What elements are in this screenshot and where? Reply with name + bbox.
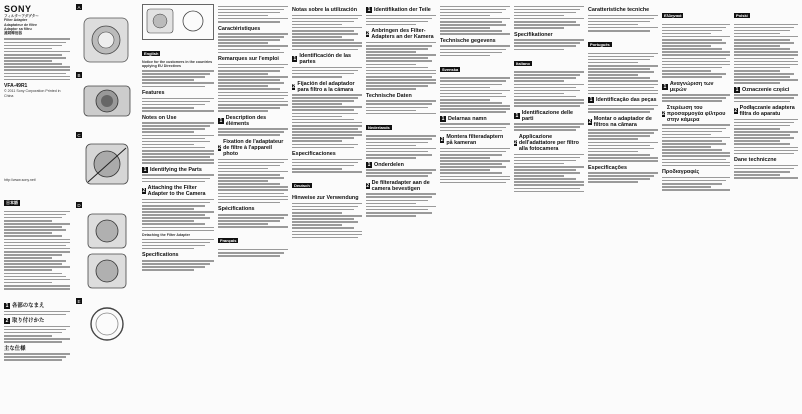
english-tab: English [144,51,159,56]
notes-title-de: Hinweise zur Verwendung [292,195,359,202]
attach-title-de: 2 Anbringen des Filter-Adapters an der Kamera [366,28,434,41]
dutch-tab: Nederlands [368,124,390,130]
title-line-ro: Adaptor sa filtru [4,26,32,31]
filter-ring-illustration [80,304,134,344]
lens-cap-illustration [80,12,134,68]
specs-title-pt: Especificações [588,164,627,171]
specs-text-de [366,100,436,114]
specs-text-sv [514,39,584,50]
identify-text-jp [4,311,70,316]
detach-title: Detaching the Filter Adapter [142,232,190,237]
specs-text-es [292,159,362,173]
identify-text-es [292,67,362,78]
identify-text-el [662,94,730,102]
specs-title-de: Technische Daten [366,92,412,99]
portuguese-tab: Português [590,42,610,48]
dutch-cont-text [440,6,510,35]
greek-tab: Ελληνικά [664,13,682,18]
french-intro-text [218,6,288,23]
specs-text-nl [440,45,510,56]
adapter-mount-illustration [78,138,136,192]
specs-text-pt [588,172,658,183]
identify-text-pt [588,105,658,113]
title-line-fr: Adaptateur de filtre [4,22,37,27]
identify-text-nl [366,169,436,177]
portuguese-intro-text [588,53,658,95]
german-tab: Deutsch [294,183,310,189]
attach-text-fr [218,159,288,204]
swedish-tab: Svenska [442,66,459,72]
identify-text-pl [734,94,798,102]
attach-text-pt [588,129,658,162]
title-line-en: Filter Adapter [4,18,28,23]
title-line-jp: フィルターアダプター [4,14,39,18]
attach-title-it: 2 Applicazione dell'adattatore per filtro alla fotocamera [514,134,579,153]
greek-intro-text [662,24,730,78]
attach-text-sv [440,148,510,184]
attach-text-nl [366,193,436,216]
notes-text [142,122,214,164]
copyright: © 2011 Sony Corporation Printed in China [4,89,61,98]
specs-text-it [588,15,658,32]
parts-diagram-box [142,4,214,40]
identify-title-es: 1 Identificación de las partes [293,53,351,66]
identify-title-el: 1 Αναγνώριση των μερών [663,80,714,93]
specs-text-pl [734,165,798,179]
identify-title-nl: 1 Onderdelen [367,161,404,168]
figure-label-c: C [77,132,81,138]
japanese-text [4,211,70,290]
identify-title-jp: 1 各部のなまえ [5,303,45,309]
camera-illustration [78,78,136,124]
italian-column [514,4,584,410]
features-text [142,98,214,112]
specs-title-nl: Technische gegevens [440,37,496,44]
attach-text-pl [734,119,798,155]
french-footer-text [218,249,288,257]
identify-title-pl: 1 Oznaczenie części [735,86,790,93]
attach-text-en [142,199,214,232]
specs-text-el [662,177,730,191]
identify-text-de [366,15,436,26]
figure-label-a: A [77,4,81,10]
notes-title: Notes on Use [142,114,177,121]
figure-label-e: E [77,298,81,304]
specs-title-jp: 主な仕様 [4,345,26,352]
figure-label-b: B [77,72,81,78]
identify-title-pt: 1 Identificação das peças [589,97,657,104]
specs-title-es: Especificaciones [292,151,336,158]
notes-title-es: Notas sobre la utilización [292,7,358,13]
eu-notice-text [142,70,214,87]
identify-text-sv [440,123,510,131]
attach-title-el: 2 Στερέωση του προσαρμογέα φίλτρου στην κάμερα [662,104,726,123]
italian-intro-text [514,71,584,107]
eu-notice-title: Notice for the customers in the countries applying EU Directives [142,60,213,69]
features-title-fr: Caractéristiques [218,25,261,32]
features-text-fr [218,33,288,53]
title-line-zh: 濾鏡轉接器 [4,31,22,36]
detach-text [142,239,214,250]
french-column [218,4,288,410]
english-column [142,4,214,410]
polish-column [734,4,798,410]
dutch-intro-text [366,135,436,158]
attach-title-jp: 2 取り付けかた [5,318,45,325]
specs-title-fr: Spécifications [218,206,255,213]
swedish-cont-text [514,6,584,29]
attach-text-es [292,94,362,148]
attach-title-sv: 2 Montera filteradaptern på kameran [440,134,504,147]
polish-tab: Polski [736,13,748,18]
specs-text-fr [218,214,288,228]
specs-text-en [142,260,214,271]
identify-text-fr [218,128,288,136]
identify-text-en [142,174,214,182]
japanese-tab: 日本語 [6,200,18,206]
parts-diagram [143,5,213,39]
attach-title-pl: 2 Podłączanie adaptera filtra do aparatu [734,105,795,118]
specs-title-sv: Specifikationer [514,31,553,38]
model-number: VFA-49R1 [4,83,28,90]
cover-text [4,38,70,80]
specs-title-el: Προδιαγραφές [662,169,700,176]
attach-text-de [366,42,436,90]
portuguese-column [588,4,658,410]
attach-text-el [662,124,730,166]
dutch-swedish-column [440,4,510,410]
attach-title-fr: 2 Fixation de l'adaptateur de filtre à l'appareil photo [218,139,284,157]
brand-logo: SONY [4,4,32,14]
specs-title-en: Specifications [142,252,179,259]
notes-text-es [292,15,362,51]
attach-title-es: 2 Fijación del adaptador para filtro a la cámara [292,80,355,93]
identify-text-it [514,123,584,131]
identify-title-en: 1 Identifying the Parts [143,166,202,173]
notes-title-fr: Remarques sur l'emploi [218,56,279,63]
german-column [366,4,436,410]
figures-column [74,4,138,410]
specs-title-it: Caratteristiche tecniche [588,7,650,13]
url-link[interactable]: http://www.sony.net/ [4,177,36,182]
identify-title-it: 1 Identificazione delle parti [515,109,574,122]
features-title: Features [142,90,165,97]
spanish-column [292,4,362,410]
figure-label-d: D [77,202,81,208]
attach-title-pt: 2 Montar o adaptador de filtros na câmara [588,115,652,128]
specs-text-jp [4,353,70,361]
attach-steps-illustration [78,210,136,290]
japanese-sections [4,300,70,410]
identify-title-sv: 1 Delarnas namn [441,115,487,122]
attach-title-en: 2 Attaching the Filter Adapter to the Camera [142,185,206,198]
swedish-intro-text [440,77,510,113]
attach-title-nl: 2 De filteradapter aan de camera bevestigen [366,179,430,192]
italian-tab: Italiano [516,60,531,66]
specs-title-pl: Dane techniczne [734,157,777,164]
greek-column [662,4,730,410]
attach-text-it [514,154,584,193]
polish-intro-text [734,24,798,84]
identify-title-de: 1 Identifikation der Teile [367,7,431,13]
notes-text-fr [218,64,288,112]
french-tab: Français [220,238,237,244]
attach-text-jp [4,326,70,343]
notes-text-de [292,203,362,239]
identify-title-fr: 1 Description des éléments [219,114,267,127]
